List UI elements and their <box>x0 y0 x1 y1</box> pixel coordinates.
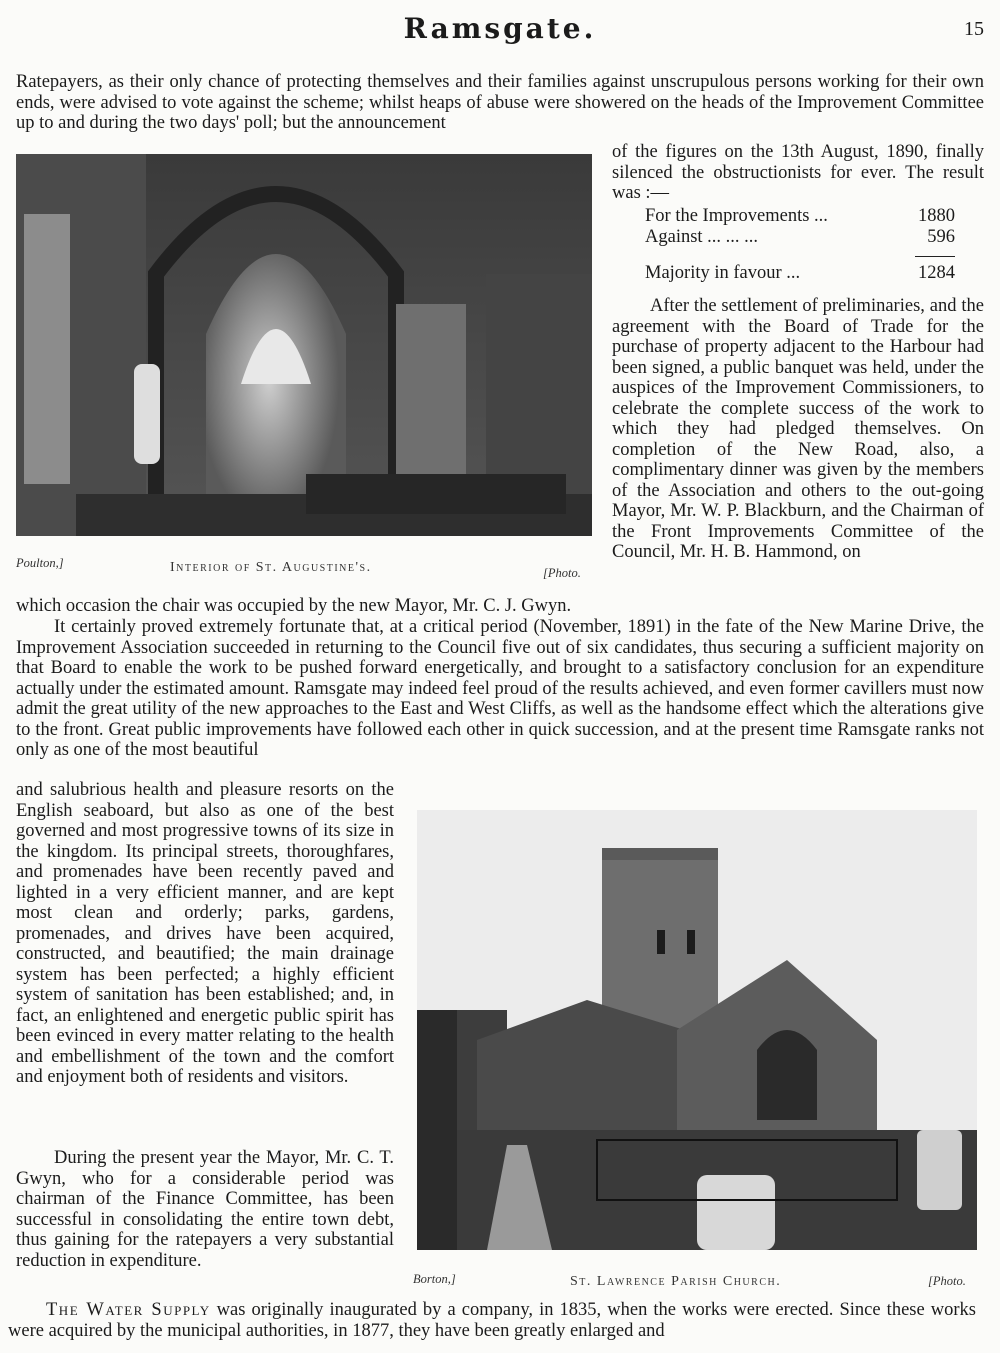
interior-illustration <box>16 154 592 536</box>
water-supply-paragraph <box>8 1300 976 1341</box>
intro-paragraph: Ratepayers, as their only chance of protecting themselves and their families against unscrupulous persons working for their own ends, were advised to vote against the scheme; whilst heaps of abuse were showered on the heads of the Improvement Committee up to and during the two days' poll; but the announcement <box>16 72 984 133</box>
left-column-paragraph-1: and salubrious health and pleasure resorts on the English seaboard, but also as one of the best governed and most progressive towns of its size in the kingdom. Its principal streets, thoroughfares, and promenades have been recently paved and lighted in a very efficient manner, and are kept most clean and orderly; parks, gardens, promenades, and drives have been acquired, constructed, and beautified; the main drainage system has been perfected; a highly efficient system of sanitation has been established; and, in fact, an enlightened and energetic public spirit has been evinced in every matter relating to the health and embellishment of the town and the comfort and enjoyment both of residents and visitors. <box>16 780 394 1087</box>
right-column-intro: of the figures on the 13th August, 1890, finally silenced the obstructionists for ever. The result was :— <box>612 142 984 203</box>
sum-rule <box>915 256 955 257</box>
result-for-value: 1880 <box>918 206 955 226</box>
result-against-label: Against ... ... ... <box>645 227 759 247</box>
result-for-label: For the Improvements ... <box>645 206 828 226</box>
water-supply-text: was originally inaugurated by a company, in 1835, when the works were erected. Since these works were acquired by the municipal authorities, in 1877, they have been greatly enlarged and <box>8 1300 976 1341</box>
poll-results <box>645 206 955 284</box>
photo1-credit-right: [Photo. <box>543 566 581 580</box>
paragraph-marine-drive: It certainly proved extremely fortunate that, at a critical period (November, 1891) in the fate of the New Marine Drive, the Improvement Association succeeded in returning to the Council five out of six candidates, thus securing a sufficient majority on that Board to enable the work to be pushed forward energetically, and brought to a satisfactory conclusion for an expenditure actually under the estimated amount. Ramsgate may indeed feel proud of the results achieved, and even former cavillers must now admit the great utility of the new approaches to the East and West Cliffs, as well as the handsome effect which the alterations give to the front. Great public improvements have followed each other in quick succession, and at the present time Ramsgate ranks not only as one of the most beautiful <box>16 617 984 760</box>
photo2-credit-left: Borton,] <box>413 1272 456 1286</box>
photo2-credit-right: [Photo. <box>928 1274 966 1288</box>
photo2-caption: St. Lawrence Parish Church. <box>570 1274 782 1289</box>
photo1-caption: Interior of St. Augustine's. <box>170 560 372 575</box>
result-against-value: 596 <box>927 227 955 247</box>
interior-photo <box>16 154 592 536</box>
running-title: Ramsgate. <box>403 12 597 45</box>
church-photo <box>417 810 977 1250</box>
photo1-credit-left: Poulton,] <box>16 556 64 570</box>
right-column-body: After the settlement of preliminaries, and the agreement with the Board of Trade for the purchase of property adjacent to the Harbour had been signed, a public banquet was held, under the auspices of the Improvement Commissioners, to celebrate the complete success of the work to which they had pledged themselves. On completion of the New Road, also, a complimentary dinner was given by the members of the Association and others to the out-going Mayor, Mr. W. P. Blackburn, and the Chairman of the Front Improvements Committee of the Council, Mr. H. B. Hammond, on <box>612 296 984 562</box>
paragraph-chair: which occasion the chair was occupied by the new Mayor, Mr. C. J. Gwyn. <box>16 596 572 616</box>
result-majority-label: Majority in favour ... <box>645 263 801 283</box>
page-header <box>0 8 1000 48</box>
left-column-paragraph-2: During the present year the Mayor, Mr. C. T. Gwyn, who for a considerable period was chairman of the Finance Committee, has been successful in consolidating the entire town debt, thus gaining for the ratepayers a very substantial reduction in expenditure. <box>16 1148 394 1271</box>
result-majority-value: 1284 <box>918 263 955 283</box>
water-supply-lead: The Water Supply <box>46 1300 211 1320</box>
church-illustration <box>417 810 977 1250</box>
page-number: 15 <box>964 18 984 40</box>
